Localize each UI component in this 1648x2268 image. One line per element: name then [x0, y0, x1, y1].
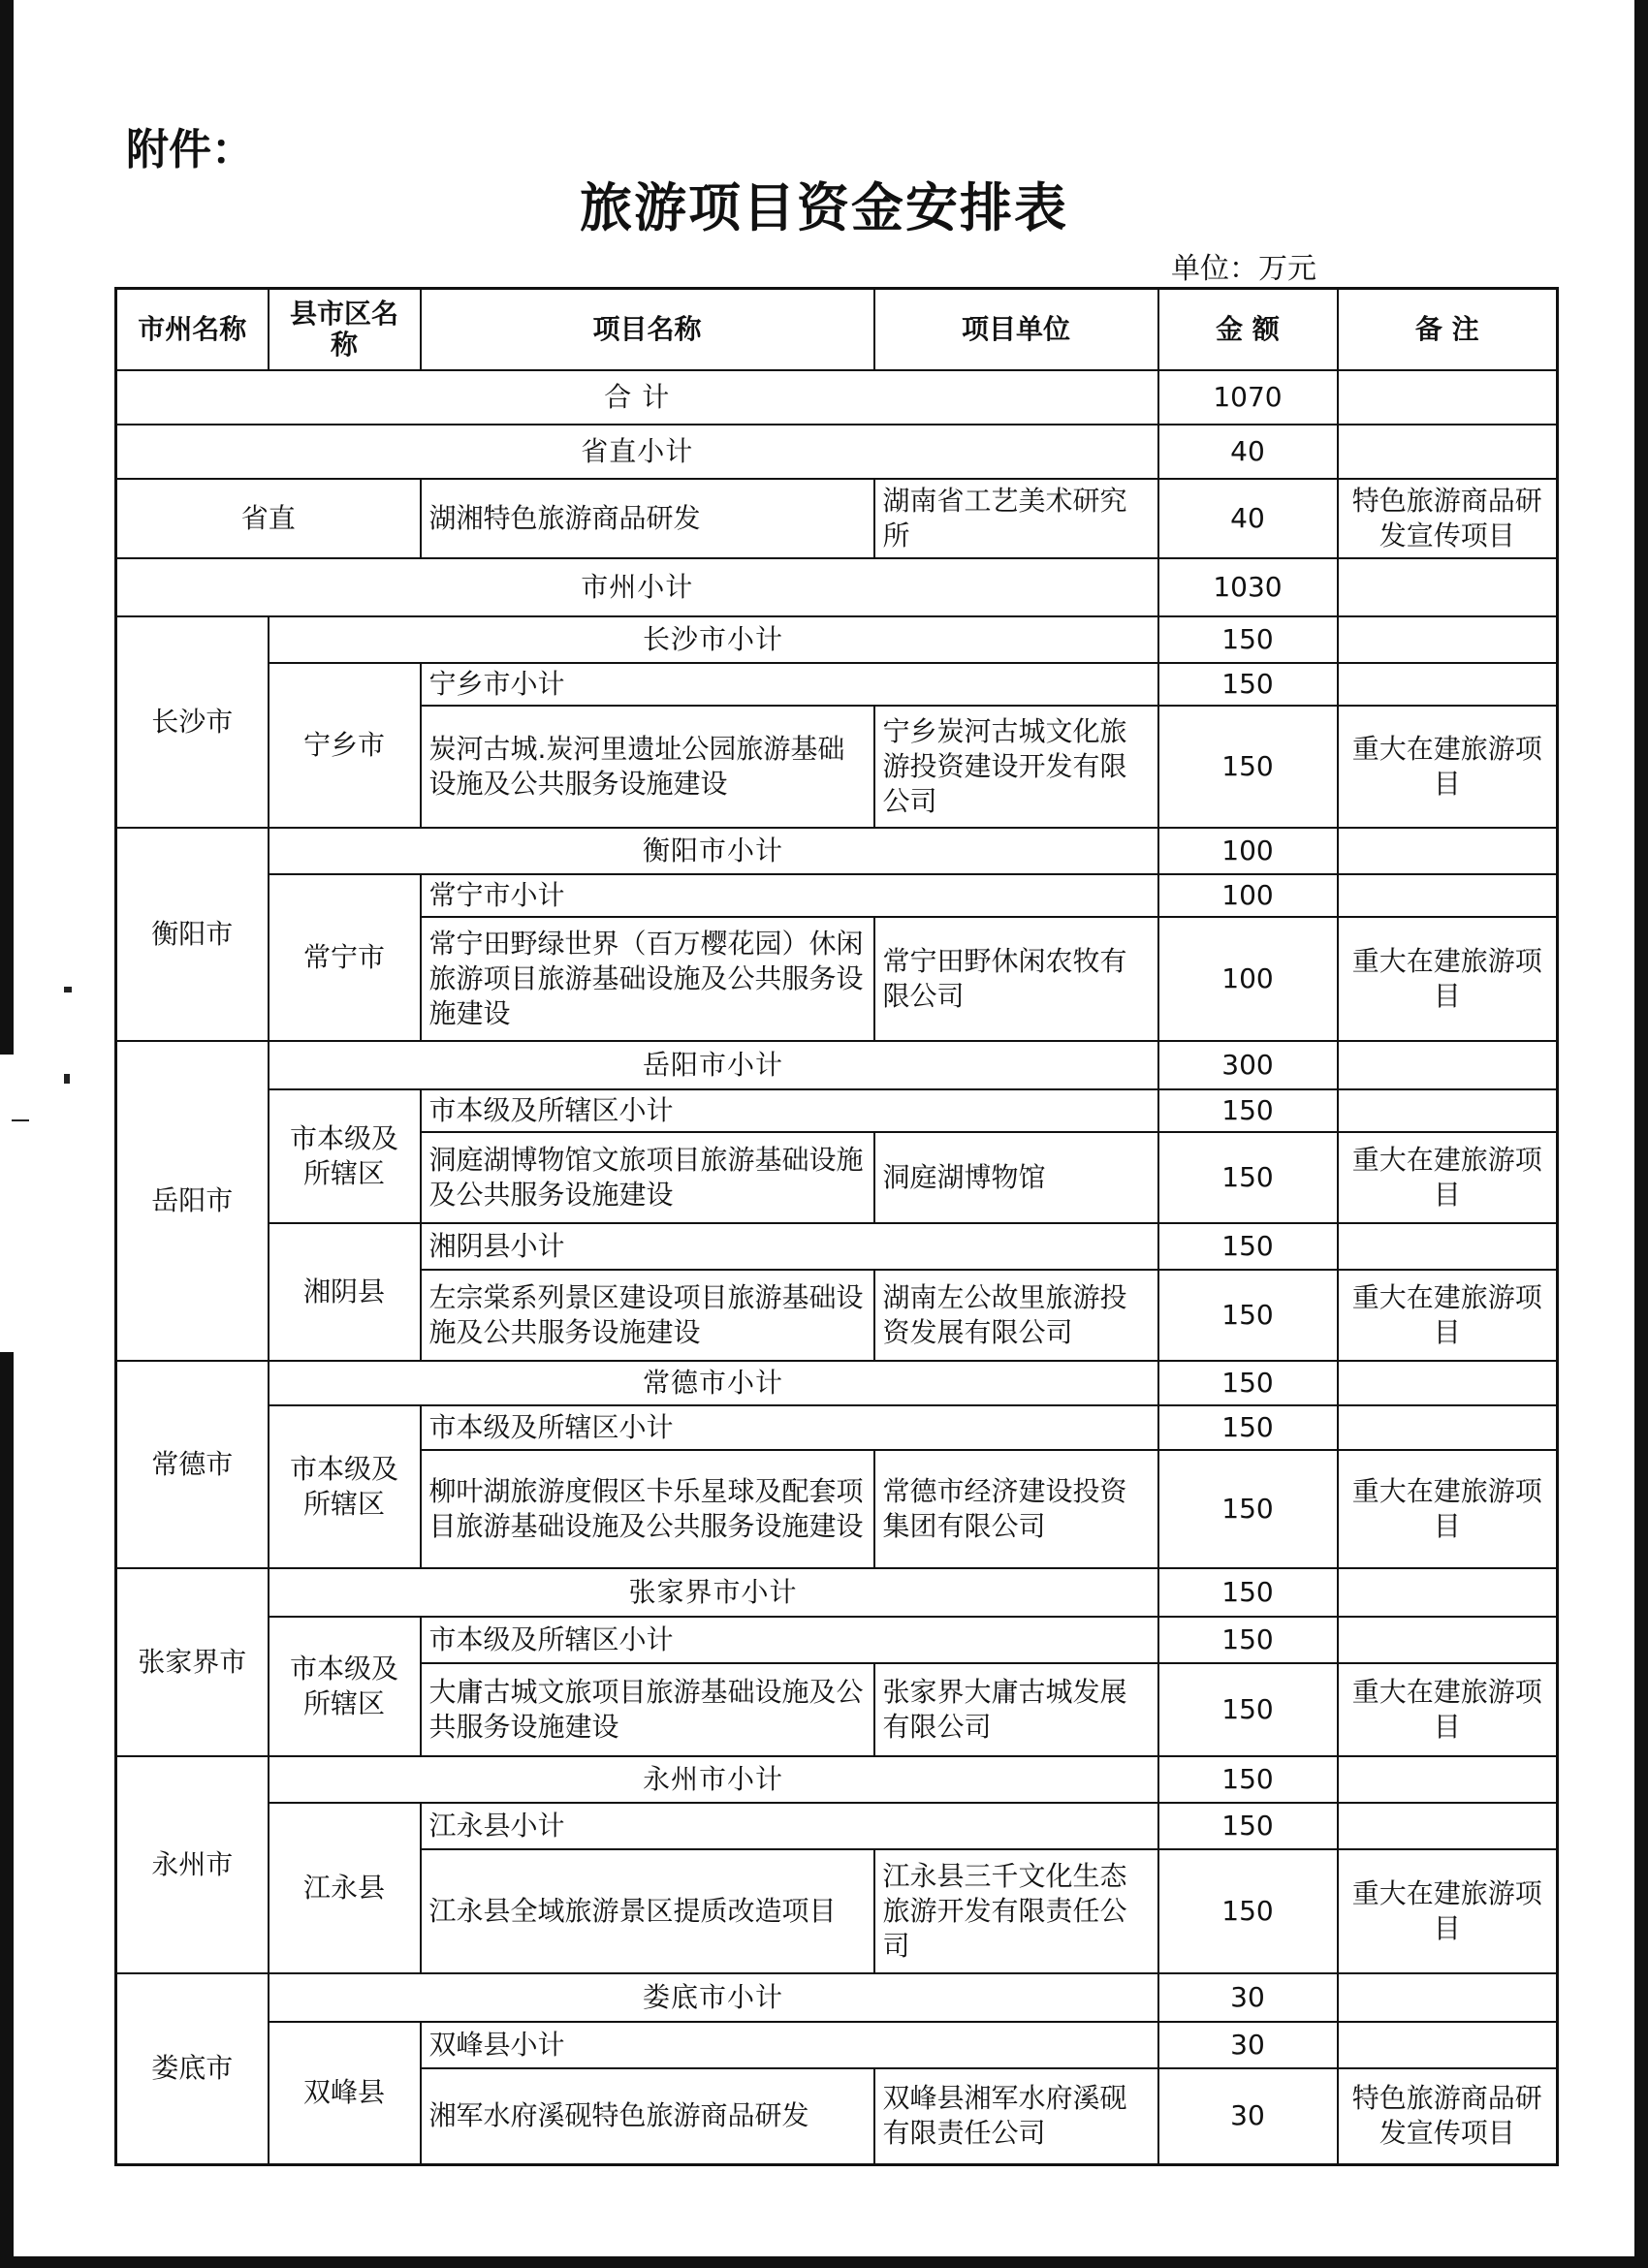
provincial-unit: 湖南省工艺美术研究所	[874, 479, 1158, 558]
city-group-subtotal-label: 永州市小计	[269, 1756, 1158, 1803]
county-subtotal-amount: 150	[1158, 1223, 1338, 1270]
total-label: 合 计	[116, 370, 1158, 425]
county-name: 市本级及所辖区	[269, 1617, 421, 1756]
city-group-subtotal-amount: 150	[1158, 616, 1338, 663]
county-name: 常宁市	[269, 874, 421, 1041]
city-group-subtotal-label: 岳阳市小计	[269, 1041, 1158, 1089]
project-amount: 150	[1158, 1270, 1338, 1361]
project-unit: 宁乡炭河古城文化旅游投资建设开发有限公司	[874, 706, 1158, 828]
project-note: 重大在建旅游项目	[1338, 1270, 1558, 1361]
city-name: 娄底市	[116, 1973, 269, 2165]
county-subtotal-note	[1338, 663, 1558, 706]
city-group-subtotal-label: 衡阳市小计	[269, 828, 1158, 874]
project-unit: 江永县三千文化生态旅游开发有限责任公司	[874, 1849, 1158, 1973]
provincial-amount: 40	[1158, 479, 1338, 558]
county-subtotal-note	[1338, 874, 1558, 917]
county-subtotal-amount: 150	[1158, 663, 1338, 706]
scan-speck	[64, 987, 72, 992]
city-name: 衡阳市	[116, 828, 269, 1041]
city-group-subtotal-note	[1338, 1041, 1558, 1089]
project-amount: 150	[1158, 706, 1338, 828]
provincial-row	[116, 479, 1558, 558]
county-subtotal-amount: 150	[1158, 1405, 1338, 1450]
county-subtotal-note	[1338, 2022, 1558, 2068]
city-group-subtotal-label: 常德市小计	[269, 1361, 1158, 1405]
city-group-subtotal-row	[116, 1756, 1558, 1803]
county-subtotal-label: 宁乡市小计	[421, 663, 1158, 706]
county-subtotal-amount: 150	[1158, 1617, 1338, 1663]
city-group-subtotal-row	[116, 828, 1558, 874]
city-group-subtotal-label: 娄底市小计	[269, 1973, 1158, 2022]
county-subtotal-amount: 150	[1158, 1803, 1338, 1849]
county-subtotal-row	[116, 1405, 1558, 1450]
project-unit: 洞庭湖博物馆	[874, 1132, 1158, 1223]
county-subtotal-row	[116, 1803, 1558, 1849]
county-subtotal-label: 湘阴县小计	[421, 1223, 1158, 1270]
city-group-subtotal-label: 长沙市小计	[269, 616, 1158, 663]
project-amount: 150	[1158, 1849, 1338, 1973]
city-name: 永州市	[116, 1756, 269, 1973]
header-project: 项目名称	[421, 289, 874, 370]
county-subtotal-row	[116, 1089, 1558, 1132]
provincial-project: 湖湘特色旅游商品研发	[421, 479, 874, 558]
city-name: 张家界市	[116, 1568, 269, 1756]
city-group-subtotal-amount: 150	[1158, 1361, 1338, 1405]
city-name: 常德市	[116, 1361, 269, 1568]
city-group-subtotal-note	[1338, 1361, 1558, 1405]
project-name: 湘军水府溪砚特色旅游商品研发	[421, 2068, 874, 2165]
county-subtotal-note	[1338, 1223, 1558, 1270]
header-row	[116, 289, 1558, 370]
provincial-subtotal-amount: 40	[1158, 425, 1338, 479]
project-unit: 湖南左公故里旅游投资发展有限公司	[874, 1270, 1158, 1361]
project-name: 大庸古城文旅项目旅游基础设施及公共服务设施建设	[421, 1663, 874, 1756]
project-unit: 双峰县湘军水府溪砚有限责任公司	[874, 2068, 1158, 2165]
city-group-subtotal-amount: 100	[1158, 828, 1338, 874]
project-name: 柳叶湖旅游度假区卡乐星球及配套项目旅游基础设施及公共服务设施建设	[421, 1450, 874, 1568]
county-subtotal-label: 市本级及所辖区小计	[421, 1617, 1158, 1663]
project-amount: 150	[1158, 1450, 1338, 1568]
scan-speck	[12, 1119, 29, 1121]
county-subtotal-amount: 100	[1158, 874, 1338, 917]
project-note: 重大在建旅游项目	[1338, 1132, 1558, 1223]
city-group-subtotal-amount: 300	[1158, 1041, 1338, 1089]
project-amount: 30	[1158, 2068, 1338, 2165]
county-subtotal-row	[116, 1223, 1558, 1270]
city-group-subtotal-note	[1338, 1568, 1558, 1617]
city-group-subtotal-note	[1338, 1756, 1558, 1803]
city-name: 岳阳市	[116, 1041, 269, 1361]
project-note: 特色旅游商品研发宣传项目	[1338, 2068, 1558, 2165]
county-subtotal-note	[1338, 1089, 1558, 1132]
provincial-subtotal-row	[116, 425, 1558, 479]
provincial-subtotal-note	[1338, 425, 1558, 479]
city-group-subtotal-row	[116, 1568, 1558, 1617]
city-subtotal-label: 市州小计	[116, 558, 1158, 616]
scan-speck	[64, 1074, 70, 1084]
county-subtotal-note	[1338, 1405, 1558, 1450]
city-subtotal-note	[1338, 558, 1558, 616]
city-group-subtotal-amount: 150	[1158, 1568, 1338, 1617]
header-county: 县市区名称	[269, 289, 421, 370]
page-title: 旅游项目资金安排表	[580, 176, 1068, 238]
attachment-label: 附件：	[126, 125, 254, 174]
header-unit: 项目单位	[874, 289, 1158, 370]
project-note: 重大在建旅游项目	[1338, 1849, 1558, 1973]
project-name: 江永县全域旅游景区提质改造项目	[421, 1849, 874, 1973]
county-name: 市本级及所辖区	[269, 1089, 421, 1223]
city-name: 长沙市	[116, 616, 269, 828]
county-name: 双峰县	[269, 2022, 421, 2165]
county-subtotal-note	[1338, 1803, 1558, 1849]
city-subtotal-row	[116, 558, 1558, 616]
county-subtotal-label: 市本级及所辖区小计	[421, 1405, 1158, 1450]
county-name: 市本级及所辖区	[269, 1405, 421, 1568]
city-group-subtotal-row	[116, 1973, 1558, 2022]
project-note: 重大在建旅游项目	[1338, 706, 1558, 828]
county-subtotal-row	[116, 1617, 1558, 1663]
county-subtotal-amount: 150	[1158, 1089, 1338, 1132]
city-subtotal-amount: 1030	[1158, 558, 1338, 616]
project-unit: 常德市经济建设投资集团有限公司	[874, 1450, 1158, 1568]
city-group-subtotal-note	[1338, 616, 1558, 663]
city-group-subtotal-row	[116, 616, 1558, 663]
county-name: 宁乡市	[269, 663, 421, 828]
funding-table	[114, 287, 1559, 2166]
project-unit: 张家界大庸古城发展有限公司	[874, 1663, 1158, 1756]
city-group-subtotal-note	[1338, 828, 1558, 874]
county-subtotal-amount: 30	[1158, 2022, 1338, 2068]
county-name: 湘阴县	[269, 1223, 421, 1361]
header-note: 备 注	[1338, 289, 1558, 370]
scan-edge-top	[0, 0, 14, 1055]
county-subtotal-row	[116, 2022, 1558, 2068]
scan-edge-bottom	[0, 1352, 14, 2268]
project-name: 炭河古城.炭河里遗址公园旅游基础设施及公共服务设施建设	[421, 706, 874, 828]
city-group-subtotal-row	[116, 1041, 1558, 1089]
city-group-subtotal-label: 张家界市小计	[269, 1568, 1158, 1617]
unit-label: 单位：万元	[1171, 252, 1316, 286]
county-name: 江永县	[269, 1803, 421, 1973]
city-group-subtotal-amount: 150	[1158, 1756, 1338, 1803]
county-subtotal-note	[1338, 1617, 1558, 1663]
county-subtotal-label: 双峰县小计	[421, 2022, 1158, 2068]
total-amount: 1070	[1158, 370, 1338, 425]
project-amount: 150	[1158, 1663, 1338, 1756]
provincial-note: 特色旅游商品研发宣传项目	[1338, 479, 1558, 558]
city-group-subtotal-row	[116, 1361, 1558, 1405]
project-name: 洞庭湖博物馆文旅项目旅游基础设施及公共服务设施建设	[421, 1132, 874, 1223]
header-city: 市州名称	[116, 289, 269, 370]
county-subtotal-row	[116, 874, 1558, 917]
county-subtotal-label: 市本级及所辖区小计	[421, 1089, 1158, 1132]
county-subtotal-label: 江永县小计	[421, 1803, 1158, 1849]
project-note: 重大在建旅游项目	[1338, 1450, 1558, 1568]
provincial-name: 省直	[116, 479, 421, 558]
total-row	[116, 370, 1558, 425]
total-note	[1338, 370, 1558, 425]
county-subtotal-label: 常宁市小计	[421, 874, 1158, 917]
city-group-subtotal-amount: 30	[1158, 1973, 1338, 2022]
project-note: 重大在建旅游项目	[1338, 917, 1558, 1041]
project-name: 常宁田野绿世界（百万樱花园）休闲旅游项目旅游基础设施及公共服务设施建设	[421, 917, 874, 1041]
provincial-subtotal-label: 省直小计	[116, 425, 1158, 479]
project-name: 左宗棠系列景区建设项目旅游基础设施及公共服务设施建设	[421, 1270, 874, 1361]
city-group-subtotal-note	[1338, 1973, 1558, 2022]
project-unit: 常宁田野休闲农牧有限公司	[874, 917, 1158, 1041]
project-note: 重大在建旅游项目	[1338, 1663, 1558, 1756]
project-amount: 150	[1158, 1132, 1338, 1223]
header-amount: 金 额	[1158, 289, 1338, 370]
project-amount: 100	[1158, 917, 1338, 1041]
county-subtotal-row	[116, 663, 1558, 706]
